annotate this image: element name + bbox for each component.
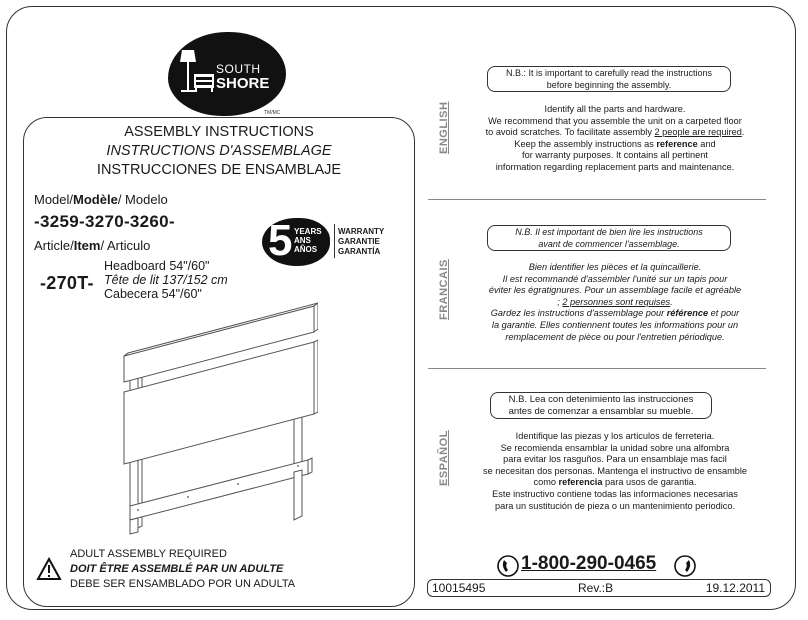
- french-p4: [450, 297, 780, 309]
- model-label-en: Model/: [34, 192, 74, 207]
- french-p2: Il est recommandé d'assembler l'unité sur un tapis pour: [502, 273, 728, 284]
- model-label: [34, 192, 168, 207]
- desc-en: Headboard 54"/60": [104, 259, 210, 273]
- warranty-years-number: 5: [268, 216, 293, 265]
- tab-spanish: ESPAÑOL: [438, 430, 450, 486]
- logo-line2: SHORE: [216, 75, 270, 92]
- phone-number: 1-800-290-0465: [521, 553, 657, 574]
- article-label-en: Article/: [34, 238, 74, 253]
- title-en: ASSEMBLY INSTRUCTIONS: [124, 124, 314, 140]
- model-label-fr: Modèle: [73, 192, 118, 207]
- adult-warning: [70, 547, 295, 592]
- desc-es: Cabecera 54"/60": [104, 287, 202, 301]
- english-p5: for warranty purposes. It contains all pertinent: [522, 150, 708, 161]
- french-nb1: N.B. Il est important de bien lire les instructions: [515, 227, 703, 237]
- french-paragraph: [450, 262, 780, 343]
- spanish-p5b: referencia: [558, 477, 603, 488]
- model-label-es: / Modelo: [117, 192, 168, 207]
- south-shore-logo: [168, 32, 286, 116]
- phone-right-icon: [674, 555, 696, 577]
- article-label: [34, 238, 150, 253]
- english-nb2: before beginning the assembly.: [546, 79, 672, 90]
- english-nb1: N.B.: It is important to carefully read the instructions: [505, 68, 713, 78]
- english-p6: information regarding replacement parts and maintenance.: [495, 161, 735, 172]
- footer-box: [427, 579, 771, 597]
- tab-english: ENGLISH: [438, 101, 450, 154]
- date: 19.12.2011: [705, 581, 765, 595]
- adult-fr: DOIT ÊTRE ASSEMBLÉ PAR UN ADULTE: [70, 563, 284, 575]
- english-p3a: to avoid scratches. To facilitate assembly: [485, 127, 655, 138]
- french-p4b: 2 personnes sont requises: [562, 296, 671, 307]
- article-label-fr: Item: [73, 238, 101, 253]
- warranty-words: [338, 227, 384, 257]
- adult-es: DEBE SER ENSAMBLADO POR UN ADULTA: [70, 578, 296, 590]
- english-p4a: Keep the assembly instructions as: [514, 138, 657, 149]
- english-p3c: .: [741, 127, 745, 138]
- phone-left-icon: [497, 555, 519, 577]
- tab-french: FRANCAIS: [438, 259, 450, 320]
- divider-1: [428, 199, 766, 200]
- french-p4c: .: [670, 296, 673, 307]
- english-p3b: 2 people are required: [654, 127, 742, 138]
- warranty-es: GARANTÍA: [338, 247, 381, 256]
- spanish-p7: para un sustitución de pieza o un mantenimiento periodico.: [494, 500, 736, 511]
- spanish-p3: para evitar los rasguños. Para un ensamblaje mas facil: [503, 454, 727, 465]
- french-p5c: et pour: [708, 308, 740, 319]
- model-numbers: -3259-3270-3260-: [34, 212, 175, 231]
- title-fr: INSTRUCTIONS D'ASSEMBLAGE: [106, 143, 332, 159]
- spanish-p5c: para usos de garantia.: [602, 477, 697, 488]
- document-number: 10015495: [432, 581, 486, 595]
- desc-fr: Tête de lit 137/152 cm: [104, 273, 228, 287]
- spanish-p1: Identifique las piezas y los articulos de ferreteria.: [515, 431, 715, 441]
- spanish-nb-box: [490, 392, 712, 419]
- french-nb-box: [487, 225, 731, 251]
- french-p1: Bien identifier les pièces et la quincaillerie.: [528, 262, 702, 272]
- french-p5a: Gardez les instructions d'assemblage pour: [490, 308, 667, 319]
- french-p5: [450, 308, 780, 320]
- spanish-nb2: antes de comenzar a ensamblar su mueble.: [508, 405, 694, 417]
- spanish-nb1: N.B. Lea con detenimiento las instrucciones: [508, 394, 694, 405]
- spanish-p5: [450, 477, 780, 489]
- warning-icon: [36, 557, 62, 581]
- french-p7: remplacement de pièce ou pour l'entretien périodique.: [505, 331, 725, 342]
- warranty-divider: [334, 224, 335, 258]
- spanish-p6: Este instructivo contiene todas las informaciones necesarias: [492, 488, 738, 499]
- french-p4a: ;: [557, 296, 563, 307]
- english-paragraph: [450, 104, 780, 174]
- adult-en: ADULT ASSEMBLY REQUIRED: [70, 548, 227, 560]
- title-es: INSTRUCCIONES DE ENSAMBLAJE: [96, 162, 342, 178]
- logo-line1: SOUTH: [216, 62, 261, 76]
- warranty-badge: [262, 218, 392, 268]
- revision: Rev.:B: [578, 581, 614, 595]
- article-number: -270T-: [40, 273, 94, 293]
- english-p1: Identify all the parts and hardware.: [544, 104, 686, 114]
- spanish-p5a: como: [533, 477, 559, 488]
- english-p4: [450, 139, 780, 151]
- years-word: YEARS: [294, 227, 322, 236]
- spanish-p4: se necesitan dos personas. Mantenga el instructivo de ensamble: [482, 465, 748, 476]
- french-nb2: avant de commencer l'assemblage.: [538, 238, 680, 249]
- article-label-es: / Articulo: [100, 238, 151, 253]
- english-p4b: reference: [656, 138, 698, 149]
- english-nb-box: [487, 66, 731, 92]
- headboard-illustration: [118, 296, 318, 542]
- spanish-p2: Se recomienda ensamblar la unidad sobre una alfombra: [500, 442, 730, 453]
- french-p6: la garantie. Elles contiennent toutes les informations pour un: [491, 319, 739, 330]
- warranty-years-words: [294, 227, 322, 254]
- spanish-paragraph: [450, 431, 780, 512]
- warranty-fr: GARANTIE: [338, 237, 380, 246]
- warranty-en: WARRANTY: [338, 227, 385, 236]
- english-p3: [450, 127, 780, 139]
- lamp-dresser-icon: [176, 50, 216, 98]
- french-p3: éviter les égratignures. Pour un assemblage facile et agréable: [488, 285, 742, 296]
- ans-word: ANS: [294, 236, 311, 245]
- english-p4c: and: [697, 138, 716, 149]
- french-p5b: référence: [666, 308, 709, 319]
- divider-2: [428, 368, 766, 369]
- english-p2: We recommend that you assemble the unit on a carpeted floor: [488, 115, 742, 126]
- trademark-label: TM/MC: [264, 110, 281, 116]
- anos-word: AÑOS: [294, 245, 318, 254]
